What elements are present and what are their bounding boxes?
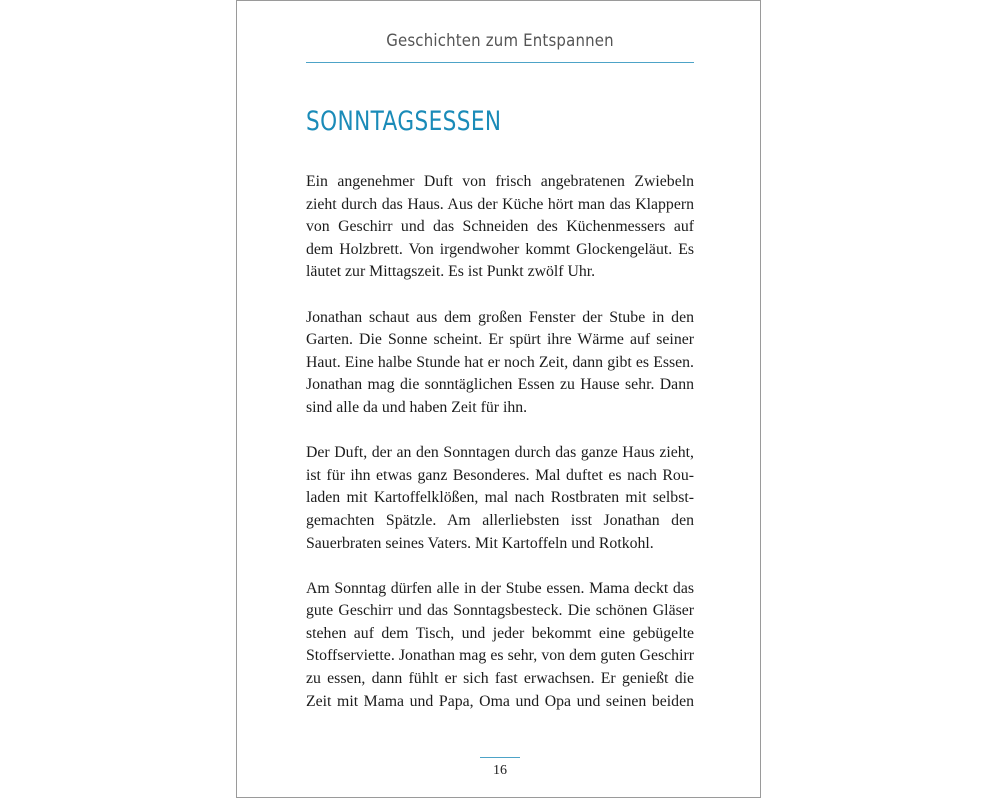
header-rule xyxy=(306,62,694,63)
body-text xyxy=(306,171,694,736)
text-line: Zeit mit Mama und Papa, Oma und Opa und seinen beiden xyxy=(306,692,694,710)
footer-rule xyxy=(480,757,520,758)
page-number: 16 xyxy=(493,763,507,778)
text-line: Jonathan mag die sonntäglichen Essen zu Hause sehr. Dann xyxy=(306,376,694,394)
text-line: dem Holzbrett. Von irgendwoher kommt Glockengeläut. Es xyxy=(306,240,694,258)
text-line: stehen auf dem Tisch, und jeder bekommt eine gebügelte xyxy=(306,624,694,642)
text-line: ist für ihn etwas ganz Besonderes. Mal duftet es nach Rou- xyxy=(306,466,694,484)
text-line: sind alle da und haben Zeit für ihn. xyxy=(306,398,528,416)
text-line: gemachten Spätzle. Am allerliebsten isst Jonathan den xyxy=(306,511,694,529)
paragraph-1 xyxy=(306,171,694,284)
text-line: Am Sonntag dürfen alle in der Stube essen. Mama deckt das xyxy=(306,579,694,597)
text-line: Haut. Eine halbe Stunde hat er noch Zeit, dann gibt es Essen. xyxy=(306,353,694,371)
text-line: von Geschirr und das Schneiden des Küchenmessers auf xyxy=(306,218,694,236)
text-line: Der Duft, der an den Sonntagen durch das ganze Haus zieht, xyxy=(306,444,694,462)
text-line: zieht durch das Haus. Aus der Küche hört man das Klappern xyxy=(306,195,694,213)
chapter-title: SONNTAGSESSEN xyxy=(306,106,502,137)
text-line: Ein angenehmer Duft von frisch angebratenen Zwiebeln xyxy=(306,173,694,190)
text-line: Garten. Die Sonne scheint. Er spürt ihre Wärme auf seiner xyxy=(306,331,694,349)
text-line: Sauerbraten seines Vaters. Mit Kartoffeln und Rotkohl. xyxy=(306,534,654,552)
text-line: Stoffserviette. Jonathan mag es sehr, von dem guten Geschirr xyxy=(306,647,694,665)
paragraph-3 xyxy=(306,442,694,555)
text-line: Jonathan schaut aus dem großen Fenster der Stube in den xyxy=(306,308,694,326)
running-header: Geschichten zum Entspannen xyxy=(386,31,614,51)
paragraph-2 xyxy=(306,307,694,420)
text-line: zu essen, dann fühlt er sich fast erwachsen. Er genießt die xyxy=(306,670,694,688)
paragraph-4 xyxy=(306,578,694,714)
text-line: läutet zur Mittagszeit. Es ist Punkt zwölf Uhr. xyxy=(306,263,596,281)
book-page xyxy=(236,0,761,798)
text-line: laden mit Kartoffelklößen, mal nach Rostbraten mit selbst- xyxy=(306,489,694,507)
text-line: gute Geschirr und das Sonntagsbesteck. Die schönen Gläser xyxy=(306,602,694,620)
